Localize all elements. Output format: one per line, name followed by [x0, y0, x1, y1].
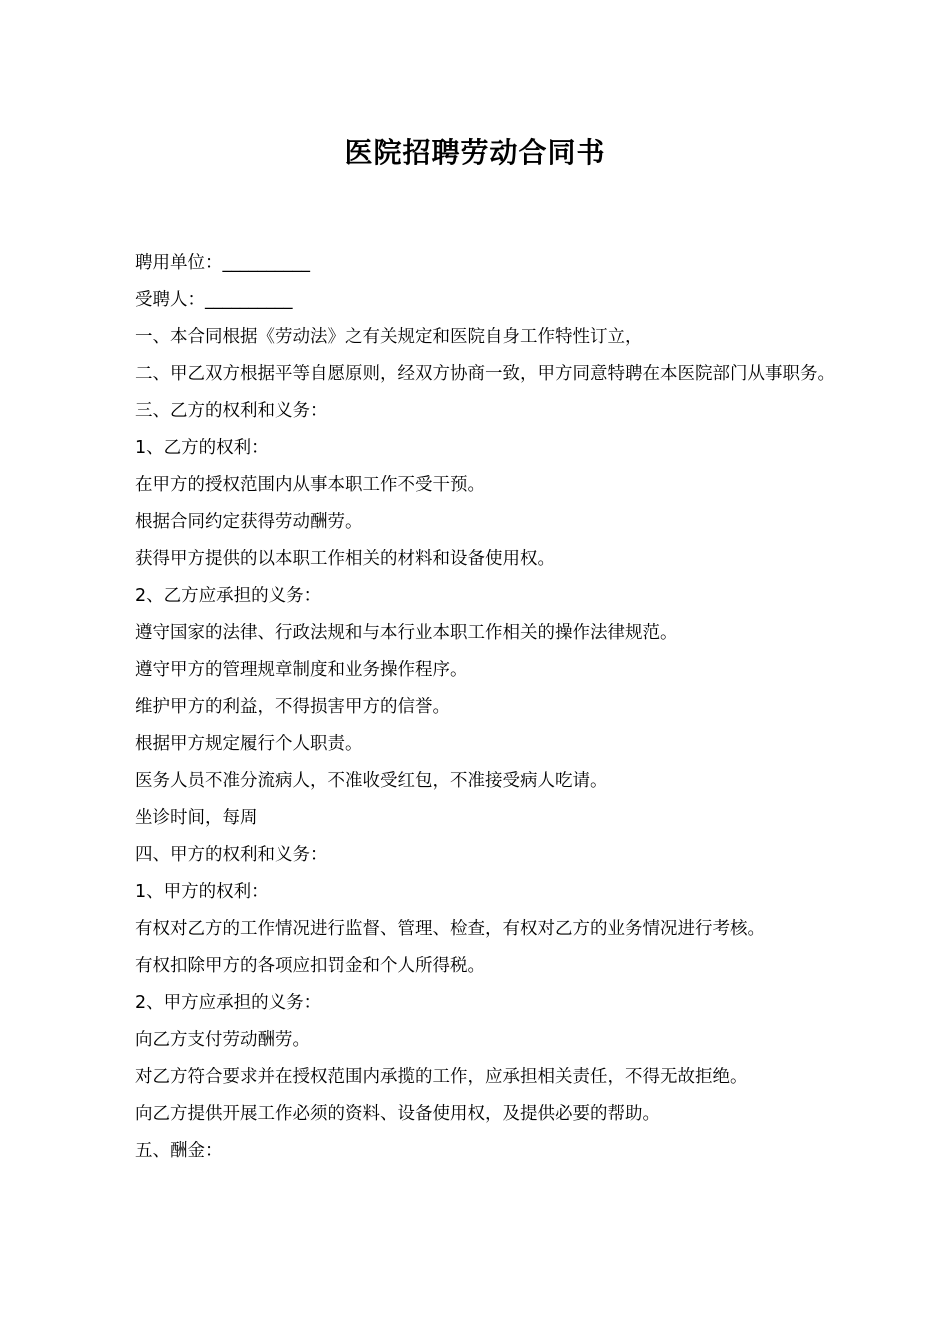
paragraph-clause-2: 二、甲乙双方根据平等自愿原则，经双方协商一致，甲方同意特聘在本医院部门从事职务。	[135, 364, 835, 384]
paragraph-party-b-rights-heading: 1、乙方的权利：	[135, 438, 269, 458]
paragraph-party-b-right-2: 根据合同约定获得劳动酬劳。	[135, 512, 363, 532]
paragraph-party-b-duties-heading: 2、乙方应承担的义务：	[135, 586, 322, 606]
document-body	[114, 245, 836, 1170]
paragraph-employee: 受聘人：__________	[135, 290, 293, 310]
document-title: 医院招聘劳动合同书	[344, 136, 606, 169]
paragraph-party-b-right-1: 在甲方的授权范围内从事本职工作不受干预。	[135, 475, 485, 495]
paragraph-party-a-duties-heading: 2、甲方应承担的义务：	[135, 993, 322, 1013]
paragraph-party-b-duty-2: 遵守甲方的管理规章制度和业务操作程序。	[135, 660, 468, 680]
paragraph-party-b-duty-4: 根据甲方规定履行个人职责。	[135, 734, 363, 754]
paragraph-party-a-duty-1: 向乙方支付劳动酬劳。	[135, 1030, 310, 1050]
paragraph-party-a-duty-2: 对乙方符合要求并在授权范围内承揽的工作，应承担相关责任，不得无故拒绝。	[135, 1067, 748, 1087]
paragraph-party-a-rights-heading: 1、甲方的权利：	[135, 882, 269, 902]
paragraph-party-a-duty-3: 向乙方提供开展工作必须的资料、设备使用权，及提供必要的帮助。	[135, 1104, 660, 1124]
paragraph-clause-4-heading: 四、甲方的权利和义务：	[135, 845, 328, 865]
paragraph-clause-3-heading: 三、乙方的权利和义务：	[135, 401, 328, 421]
paragraph-party-a-right-2: 有权扣除甲方的各项应扣罚金和个人所得税。	[135, 956, 485, 976]
paragraph-party-b-duty-5: 医务人员不准分流病人，不准收受红包，不准接受病人吃请。	[135, 771, 608, 791]
paragraph-clause-1: 一、本合同根据《劳动法》之有关规定和医院自身工作特性订立，	[135, 327, 643, 347]
paragraph-party-b-right-3: 获得甲方提供的以本职工作相关的材料和设备使用权。	[135, 549, 555, 569]
paragraph-party-b-duty-3: 维护甲方的利益，不得损害甲方的信誉。	[135, 697, 450, 717]
paragraph-party-b-duty-1: 遵守国家的法律、行政法规和与本行业本职工作相关的操作法律规范。	[135, 623, 678, 643]
paragraph-clinic-time: 坐诊时间，每周	[135, 808, 258, 828]
paragraph-employer: 聘用单位：__________	[135, 253, 310, 273]
paragraph-clause-5-heading: 五、酬金：	[135, 1141, 223, 1161]
paragraph-party-a-right-1: 有权对乙方的工作情况进行监督、管理、检查，有权对乙方的业务情况进行考核。	[135, 919, 765, 939]
